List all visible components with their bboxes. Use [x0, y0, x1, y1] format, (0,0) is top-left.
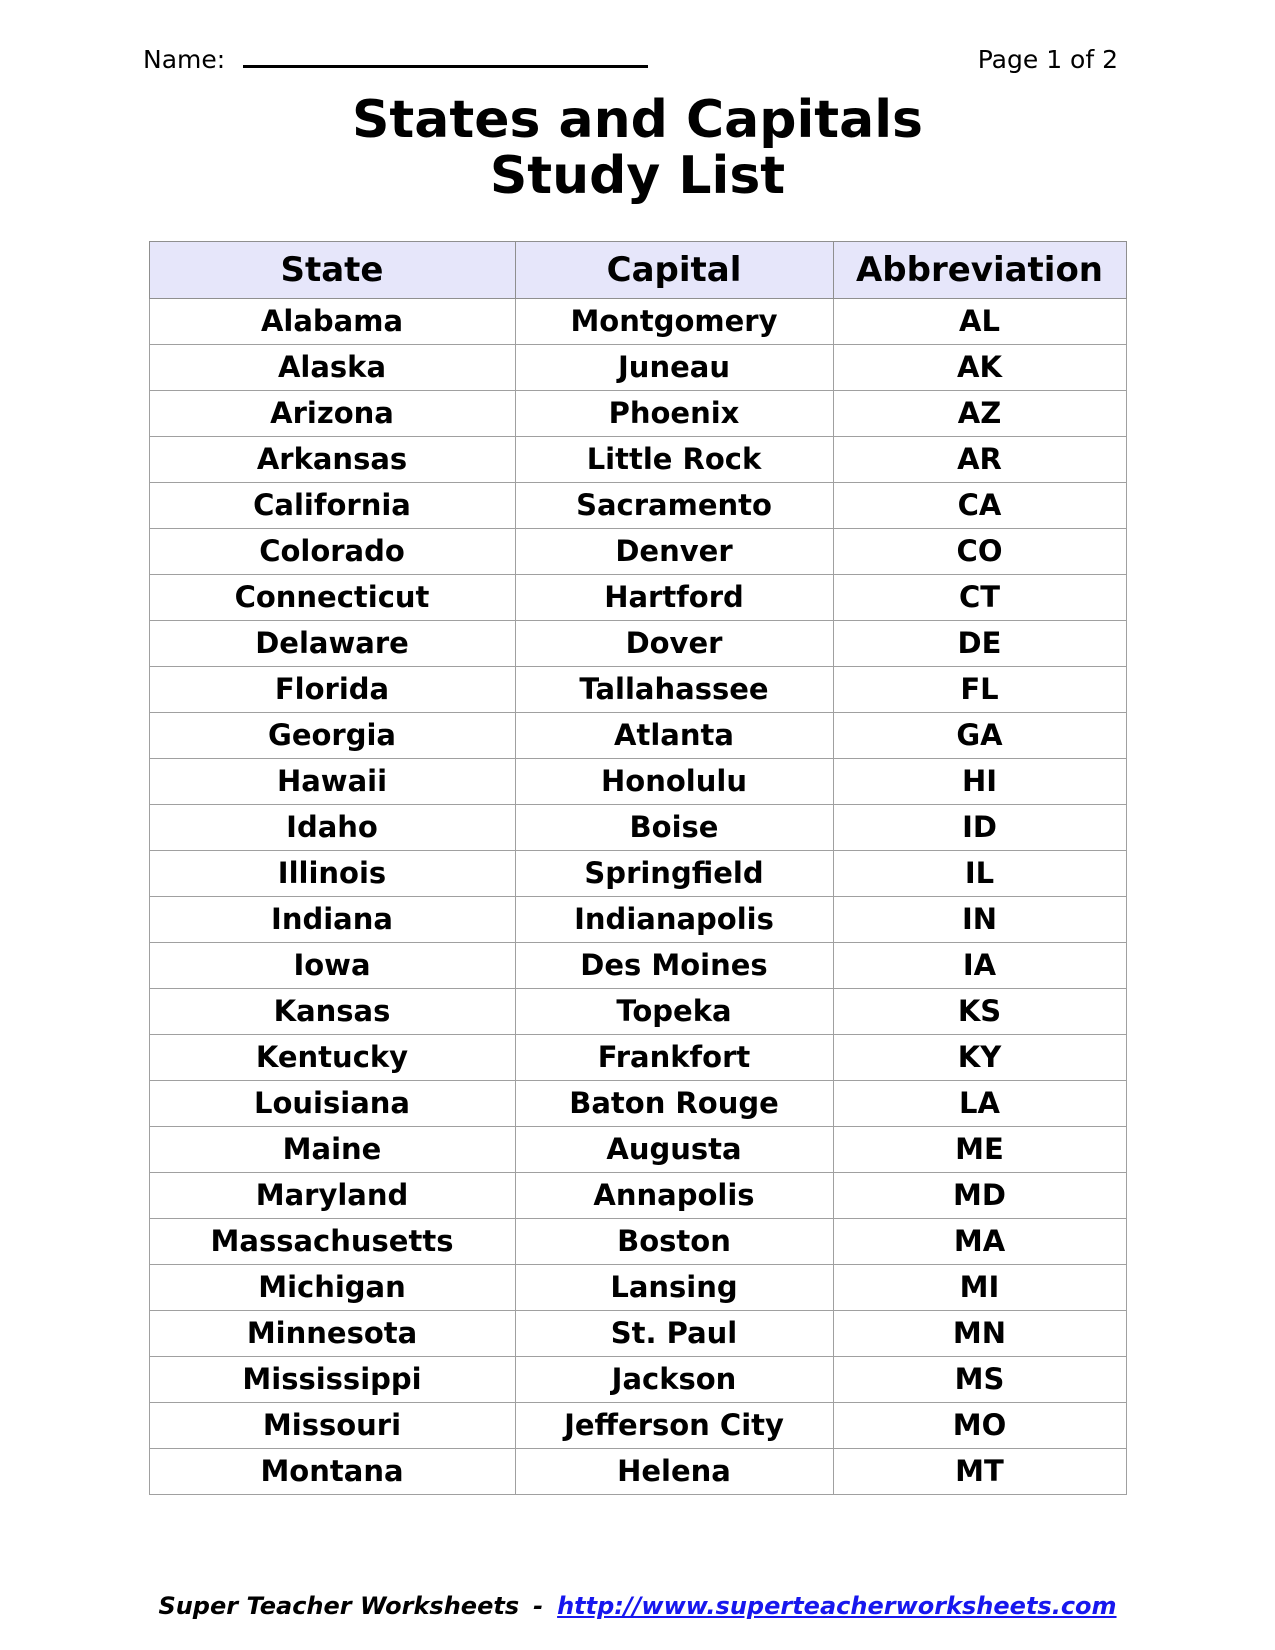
state-cell: Maryland: [149, 1172, 515, 1218]
table-row: [149, 298, 1126, 344]
capital-cell: Des Moines: [515, 942, 833, 988]
state-cell: Massachusetts: [149, 1218, 515, 1264]
capital-cell: Hartford: [515, 574, 833, 620]
state-cell: Colorado: [149, 528, 515, 574]
table-row: [149, 804, 1126, 850]
state-cell: Florida: [149, 666, 515, 712]
capital-cell: Little Rock: [515, 436, 833, 482]
abbreviation-cell: ME: [833, 1126, 1126, 1172]
abbreviation-cell: CO: [833, 528, 1126, 574]
state-cell: Maine: [149, 1126, 515, 1172]
abbreviation-cell: LA: [833, 1080, 1126, 1126]
footer-separator: -: [533, 1592, 544, 1620]
table-row: [149, 1080, 1126, 1126]
abbreviation-cell: AZ: [833, 390, 1126, 436]
name-row: [0, 0, 1275, 76]
state-cell: Kentucky: [149, 1034, 515, 1080]
column-header-abbreviation: Abbreviation: [833, 241, 1126, 298]
table-row: [149, 1264, 1126, 1310]
footer: [0, 1592, 1275, 1620]
footer-source: Super Teacher Worksheets: [158, 1592, 520, 1620]
capital-cell: Helena: [515, 1448, 833, 1494]
abbreviation-cell: ID: [833, 804, 1126, 850]
abbreviation-cell: FL: [833, 666, 1126, 712]
abbreviation-cell: KS: [833, 988, 1126, 1034]
abbreviation-cell: CA: [833, 482, 1126, 528]
name-blank-line: [243, 40, 648, 68]
table-row: [149, 390, 1126, 436]
abbreviation-cell: MD: [833, 1172, 1126, 1218]
table-body: [149, 298, 1126, 1494]
state-cell: Arkansas: [149, 436, 515, 482]
abbreviation-cell: AR: [833, 436, 1126, 482]
footer-link[interactable]: http://www.superteacherworksheets.com: [557, 1592, 1117, 1620]
table-row: [149, 666, 1126, 712]
capital-cell: Phoenix: [515, 390, 833, 436]
table-row: [149, 528, 1126, 574]
capital-cell: Frankfort: [515, 1034, 833, 1080]
abbreviation-cell: IA: [833, 942, 1126, 988]
state-cell: Montana: [149, 1448, 515, 1494]
table-row: [149, 436, 1126, 482]
state-cell: Illinois: [149, 850, 515, 896]
abbreviation-cell: MT: [833, 1448, 1126, 1494]
capital-cell: Topeka: [515, 988, 833, 1034]
column-header-capital: Capital: [515, 241, 833, 298]
capital-cell: Baton Rouge: [515, 1080, 833, 1126]
state-cell: Alaska: [149, 344, 515, 390]
table-row: [149, 1172, 1126, 1218]
name-label: Name:: [143, 44, 226, 74]
state-cell: Michigan: [149, 1264, 515, 1310]
abbreviation-cell: IL: [833, 850, 1126, 896]
capital-cell: Boston: [515, 1218, 833, 1264]
state-cell: Missouri: [149, 1402, 515, 1448]
state-cell: Indiana: [149, 896, 515, 942]
capital-cell: Augusta: [515, 1126, 833, 1172]
table-row: [149, 1356, 1126, 1402]
abbreviation-cell: AL: [833, 298, 1126, 344]
abbreviation-cell: HI: [833, 758, 1126, 804]
state-cell: Arizona: [149, 390, 515, 436]
abbreviation-cell: IN: [833, 896, 1126, 942]
state-cell: Delaware: [149, 620, 515, 666]
capital-cell: Atlanta: [515, 712, 833, 758]
capital-cell: St. Paul: [515, 1310, 833, 1356]
capital-cell: Jackson: [515, 1356, 833, 1402]
capital-cell: Juneau: [515, 344, 833, 390]
table-row: [149, 482, 1126, 528]
capital-cell: Lansing: [515, 1264, 833, 1310]
table-row: [149, 942, 1126, 988]
capital-cell: Boise: [515, 804, 833, 850]
states-capitals-table: [149, 241, 1127, 1495]
table-row: [149, 850, 1126, 896]
capital-cell: Dover: [515, 620, 833, 666]
abbreviation-cell: MI: [833, 1264, 1126, 1310]
abbreviation-cell: AK: [833, 344, 1126, 390]
state-cell: Georgia: [149, 712, 515, 758]
table-row: [149, 896, 1126, 942]
abbreviation-cell: CT: [833, 574, 1126, 620]
abbreviation-cell: MA: [833, 1218, 1126, 1264]
page-title-line2: Study List: [489, 145, 786, 206]
capital-cell: Jefferson City: [515, 1402, 833, 1448]
capital-cell: Springfield: [515, 850, 833, 896]
abbreviation-cell: DE: [833, 620, 1126, 666]
abbreviation-cell: MN: [833, 1310, 1126, 1356]
page-title-line1: States and Capitals: [351, 89, 924, 150]
state-cell: Alabama: [149, 298, 515, 344]
table-row: [149, 344, 1126, 390]
capital-cell: Denver: [515, 528, 833, 574]
table-row: [149, 1218, 1126, 1264]
capital-cell: Montgomery: [515, 298, 833, 344]
table-row: [149, 574, 1126, 620]
table-row: [149, 1126, 1126, 1172]
capital-cell: Honolulu: [515, 758, 833, 804]
state-cell: Idaho: [149, 804, 515, 850]
state-cell: Kansas: [149, 988, 515, 1034]
table-row: [149, 1448, 1126, 1494]
abbreviation-cell: GA: [833, 712, 1126, 758]
table-row: [149, 712, 1126, 758]
state-cell: Louisiana: [149, 1080, 515, 1126]
abbreviation-cell: KY: [833, 1034, 1126, 1080]
table-row: [149, 1310, 1126, 1356]
state-cell: Minnesota: [149, 1310, 515, 1356]
state-cell: Mississippi: [149, 1356, 515, 1402]
table-row: [149, 988, 1126, 1034]
capital-cell: Indianapolis: [515, 896, 833, 942]
table-row: [149, 1402, 1126, 1448]
table-header-row: [149, 241, 1126, 298]
capital-cell: Tallahassee: [515, 666, 833, 712]
page-title: [0, 89, 1275, 206]
capital-cell: Sacramento: [515, 482, 833, 528]
table-row: [149, 758, 1126, 804]
table-row: [149, 1034, 1126, 1080]
table-row: [149, 620, 1126, 666]
capital-cell: Annapolis: [515, 1172, 833, 1218]
state-cell: Connecticut: [149, 574, 515, 620]
state-cell: Hawaii: [149, 758, 515, 804]
abbreviation-cell: MO: [833, 1402, 1126, 1448]
state-cell: Iowa: [149, 942, 515, 988]
state-cell: California: [149, 482, 515, 528]
column-header-state: State: [149, 241, 515, 298]
abbreviation-cell: MS: [833, 1356, 1126, 1402]
page-indicator: Page 1 of 2: [977, 44, 1118, 74]
